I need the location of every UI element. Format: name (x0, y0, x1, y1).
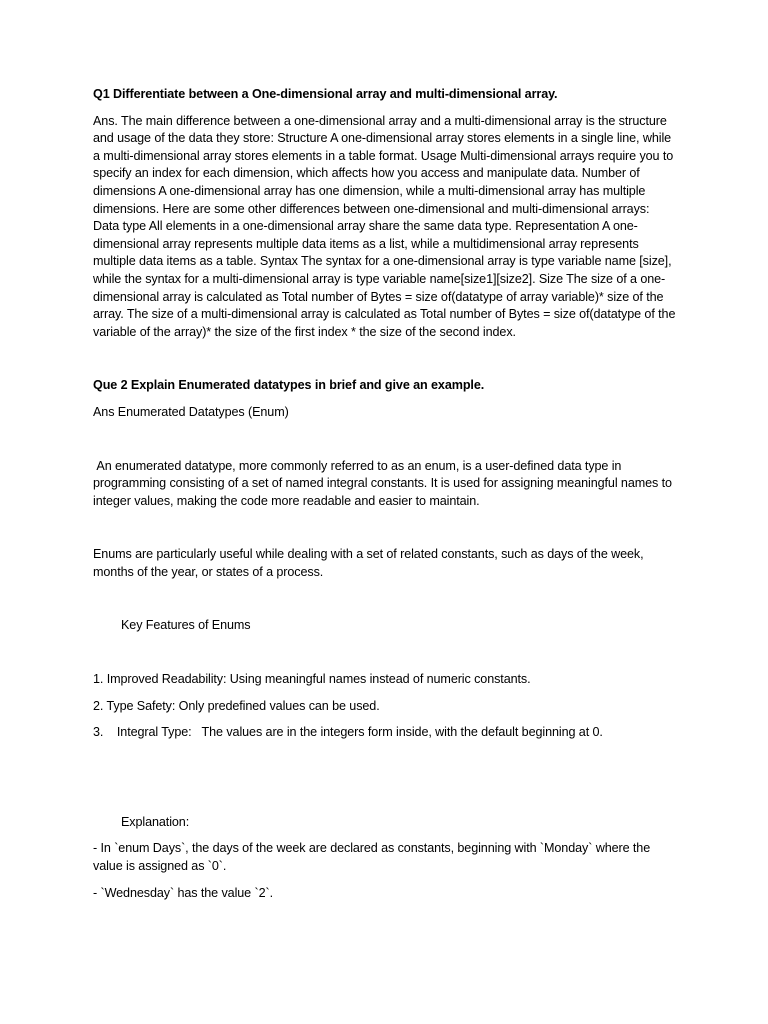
explanation-item-1: - In `enum Days`, the days of the week are declared as constants, beginning with `Monday` where the value is assigned as `0`. (93, 841, 651, 874)
feature-item-2: 2. Type Safety: Only predefined values can be used. (93, 698, 380, 713)
q2-definition: An enumerated datatype, more commonly referred to as an enum, is a user-defined data type in programming consisting of a set of named integral constants. It is used for assigning meaningful names to integer values, making the code more readable and easier to maintain. (93, 458, 676, 508)
feature-item-3: 3. Integral Type: The values are in the integers form inside, with the default beginning at 0. (93, 725, 603, 740)
q1-answer: Ans. The main difference between a one-dimensional array and a multi-dimensional array is the structure and usage of the data they store: Structure A one-dimensional array stores elements in a single line, while a multi-dimensional array stores elements in a table format. Usage Multi-dimensional arrays require you to specify an index for each dimension, which affects how you access and manipulate data. Number of dimensions A one-dimensional array has one dimension, while a multi-dimensional array has multiple dimensions. Here are some other differences between one-dimensional and multi-dimensional arrays: Data type All elements in a one-dimensional array share the same data type. Representation A one-dimensional array represents multiple data items as a list, while a multidimensional array represents multiple data items as a table. Syntax The syntax for a one-dimensional array is type variable name [size], while the syntax for a multi-dimensional array is type variable name[size1][size2]. Size The size of a one-dimensional array is calculated as Total number of Bytes = size of(datatype of array variable)* size of the array. The size of a multi-dimensional array is calculated as Total number of Bytes = size of(datatype of the variable of the array)* the size of the first index * the size of the second index. (93, 113, 676, 339)
document-page (93, 86, 678, 902)
q2-heading: Que 2 Explain Enumerated datatypes in brief and give an example. (93, 378, 485, 393)
q2-usage: Enums are particularly useful while dealing with a set of related constants, such as days of the week, months of the year, or states of a process. (93, 547, 644, 579)
explanation-title: Explanation: (121, 814, 190, 829)
features-title: Key Features of Enums (121, 618, 251, 633)
q2-answer-title: Ans Enumerated Datatypes (Enum) (93, 404, 289, 419)
q1-heading: Q1 Differentiate between a One-dimensional array and multi-dimensional array. (93, 87, 558, 101)
explanation-item-2: - `Wednesday` has the value `2`. (93, 885, 273, 900)
feature-item-1: 1. Improved Readability: Using meaningful names instead of numeric constants. (93, 672, 531, 687)
